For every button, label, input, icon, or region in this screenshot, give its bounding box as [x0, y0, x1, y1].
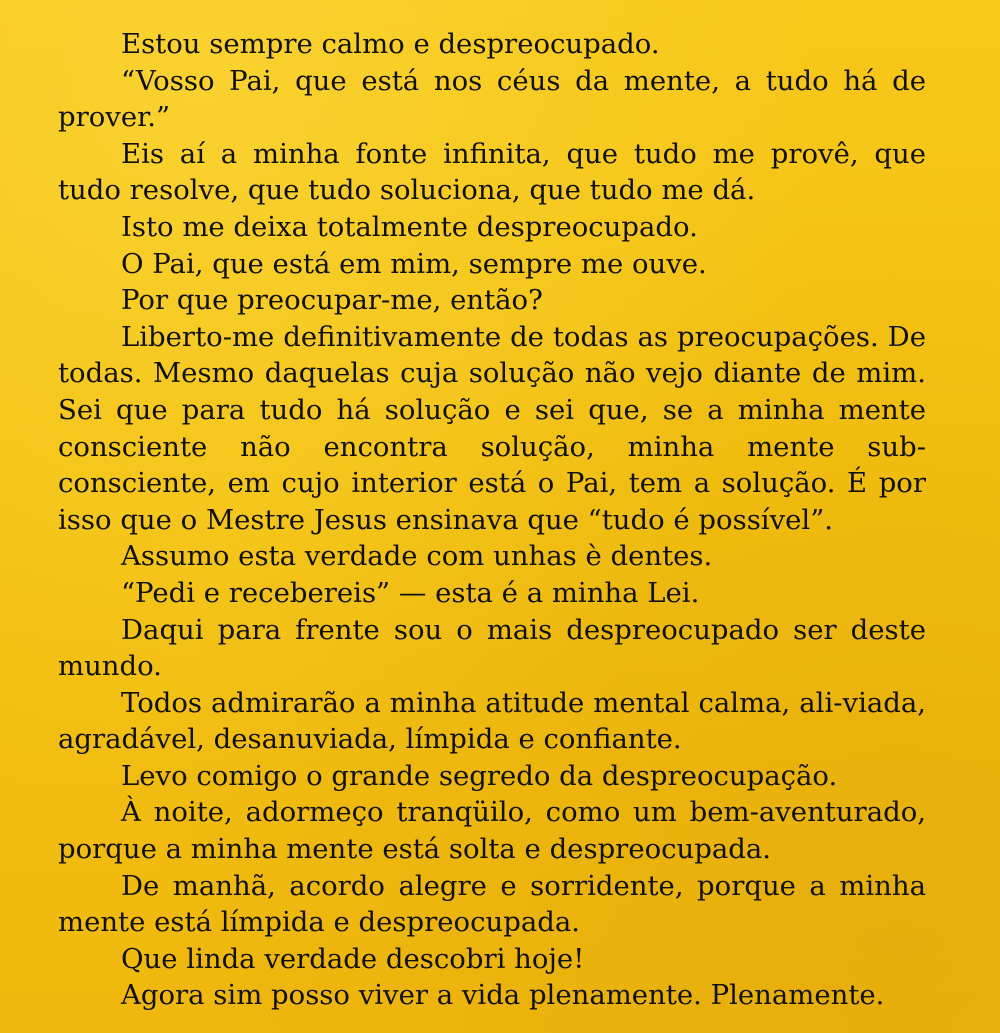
paragraph: Levo comigo o grande segredo da despreocupação.: [121, 759, 838, 792]
paragraph: Daqui para frente sou o mais despreocupado ser deste mundo.: [58, 613, 926, 683]
paragraph: De manhã, acordo alegre e sorridente, porque a minha mente está límpida e despreocupada.: [58, 869, 926, 939]
paragraph: Assumo esta verdade com unhas è dentes.: [121, 540, 713, 573]
page-body-text: [58, 26, 926, 1014]
paragraph: “Vosso Pai, que está nos céus da mente, a tudo há de prover.”: [58, 64, 926, 134]
paragraph: Isto me deixa totalmente despreocupado.: [121, 210, 698, 243]
paragraph: O Pai, que está em mim, sempre me ouve.: [121, 247, 707, 280]
paragraph: Agora sim posso viver a vida plenamente. Plenamente.: [121, 979, 885, 1012]
paragraph: Eis aí a minha fonte infinita, que tudo me provê, que tudo resolve, que tudo soluciona, que tudo me dá.: [58, 137, 926, 207]
paragraph: Por que preocupar-me, então?: [121, 284, 543, 317]
paragraph: “Pedi e recebereis” — esta é a minha Lei.: [121, 576, 700, 609]
paragraph: À noite, adormeço tranqüilo, como um bem-aventurado, porque a minha mente está solta e despreocupada.: [58, 796, 926, 866]
paragraph: Estou sempre calmo e despreocupado.: [121, 28, 660, 60]
paragraph: Todos admirarão a minha atitude mental calma, ali-viada, agradável, desanuviada, límpida e confiante.: [58, 686, 926, 756]
paragraph: Que linda verdade descobri hoje!: [121, 942, 585, 975]
paragraph: Liberto-me definitivamente de todas as preocupações. De todas. Mesmo daquelas cuja solução não vejo diante de mim. Sei que para tudo há solução e sei que, se a minha mente consciente não encontra solução, minha mente sub-consciente, em cujo interior está o Pai, tem a solução. É por isso que o Mestre Jesus ensinava que “tudo é possível”.: [58, 320, 926, 536]
